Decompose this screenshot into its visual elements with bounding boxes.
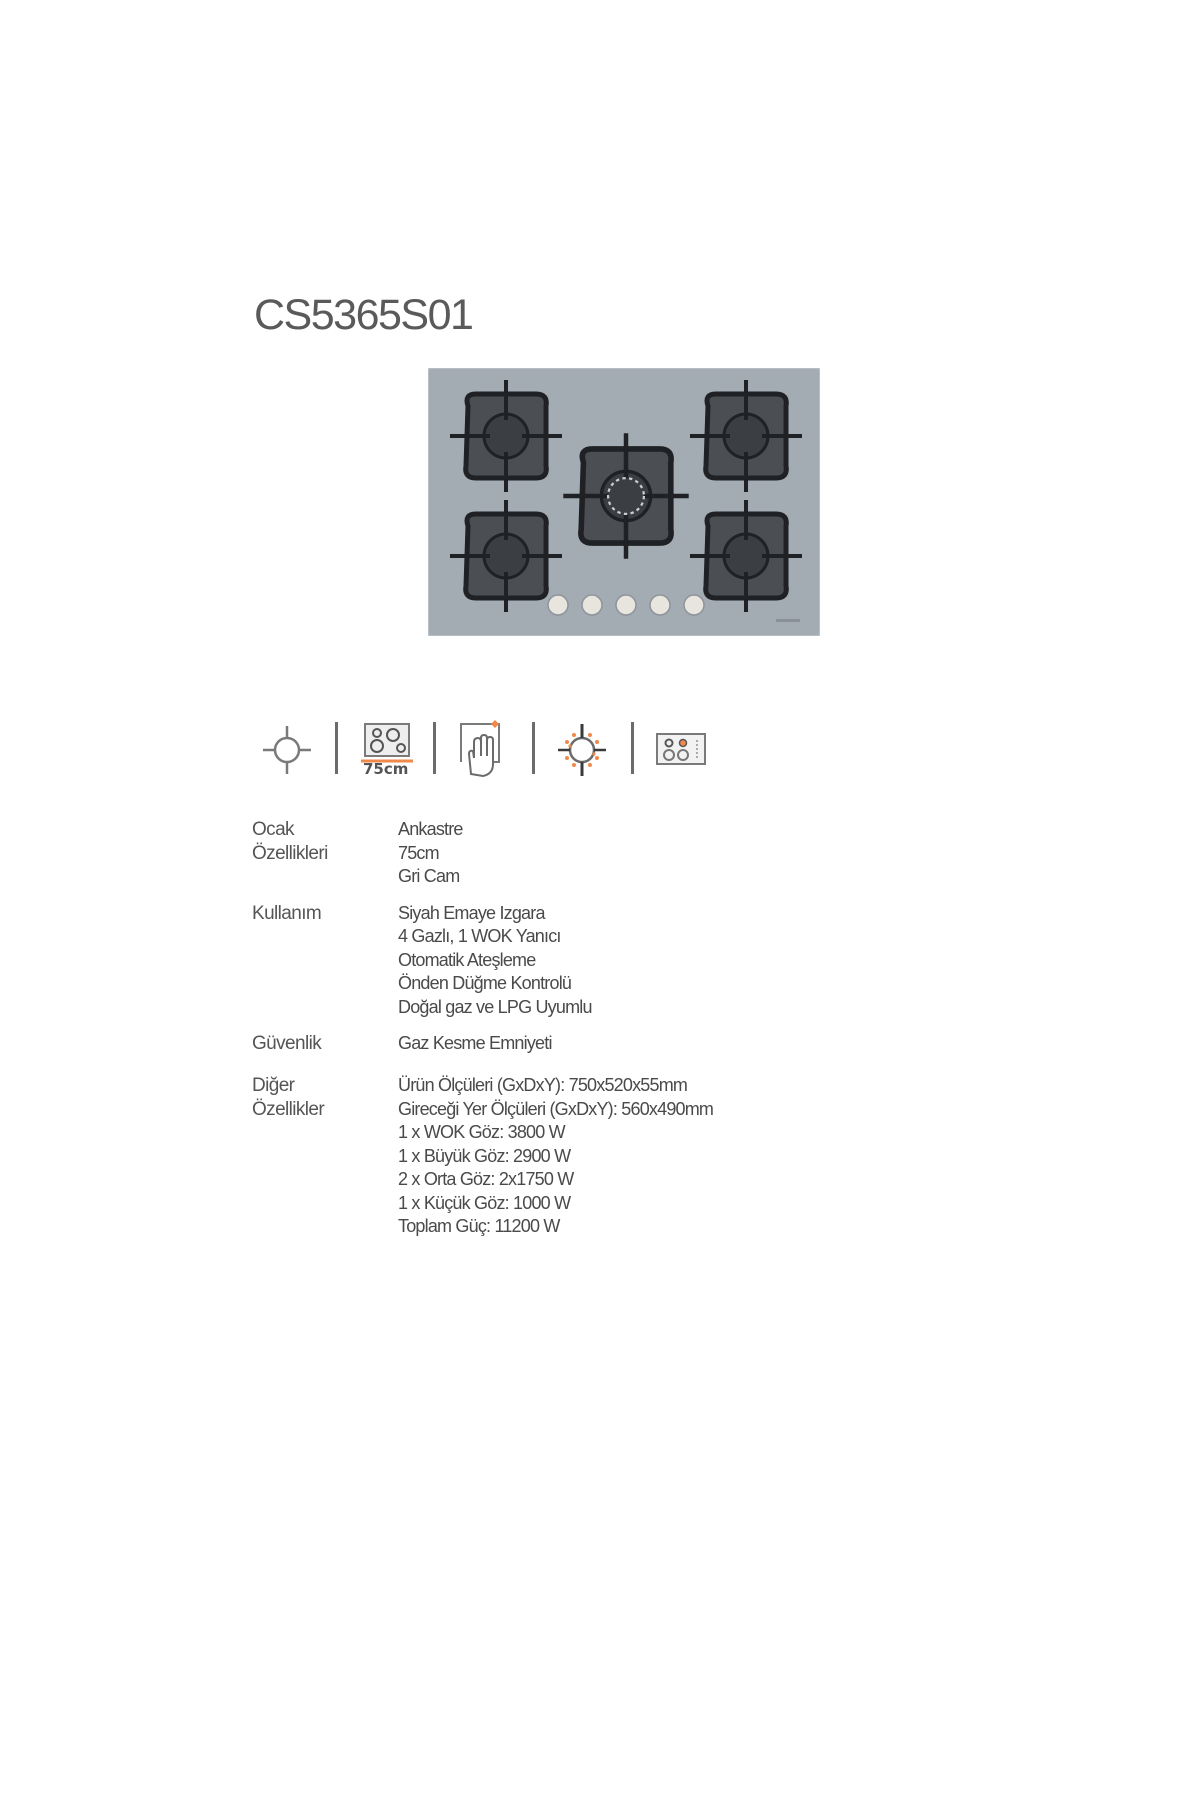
spec-table [252, 818, 952, 1252]
auto-ignition-icon [550, 718, 614, 782]
spec-row-ocak-ozellikleri [252, 818, 952, 889]
spec-values: Siyah Emaye Izgara 4 Gazlı, 1 WOK Yanıcı Otomatik Ateşleme Önden Düğme Kontrolü Doğal gaz ve LPG Uyumlu [398, 902, 592, 1017]
front-control-icon [649, 718, 719, 782]
burner-bottom-right [690, 500, 802, 612]
feature-icons-row [255, 718, 725, 782]
spec-row-kullanim [252, 902, 952, 1020]
spec-label: Güvenlik [252, 1033, 322, 1054]
touch-glass-icon [451, 718, 515, 782]
spec-row-guvenlik [252, 1032, 952, 1056]
spec-label: Kullanım [252, 902, 322, 924]
spec-values: Gaz Kesme Emniyeti [398, 1033, 552, 1053]
spec-values: Ürün Ölçüleri (GxDxY): 750x520x55mm Gireceği Yer Ölçüleri (GxDxY): 560x490mm 1 x WOK Göz: 3800 W 1 x Büyük Göz: 2900 W 2 x Orta Göz: 2x1750 W 1 x Küçük Göz: 1000 W Toplam Güç: 11200 W [398, 1075, 714, 1236]
burner-top-left [450, 380, 562, 492]
icon-divider [532, 722, 535, 774]
spec-row-diger-ozellikler [252, 1074, 952, 1239]
icon-divider [631, 722, 634, 774]
icon-divider [335, 722, 338, 774]
burner-bottom-left [450, 500, 562, 612]
cooktop-illustration [428, 368, 820, 636]
product-model-title: CS5365S01 [254, 290, 473, 339]
width-75cm-icon [353, 718, 423, 782]
spec-label: Ocak Özellikleri [252, 819, 328, 864]
spec-label: Diğer Özellikler [252, 1075, 325, 1120]
spec-values: Ankastre 75cm Gri Cam [398, 819, 463, 886]
width-label: 75cm [363, 760, 409, 778]
burner-icon [255, 718, 319, 782]
cooktop-image [428, 368, 820, 636]
burner-top-right [690, 380, 802, 492]
burner-center-wok [563, 433, 688, 558]
icon-divider [433, 722, 436, 774]
